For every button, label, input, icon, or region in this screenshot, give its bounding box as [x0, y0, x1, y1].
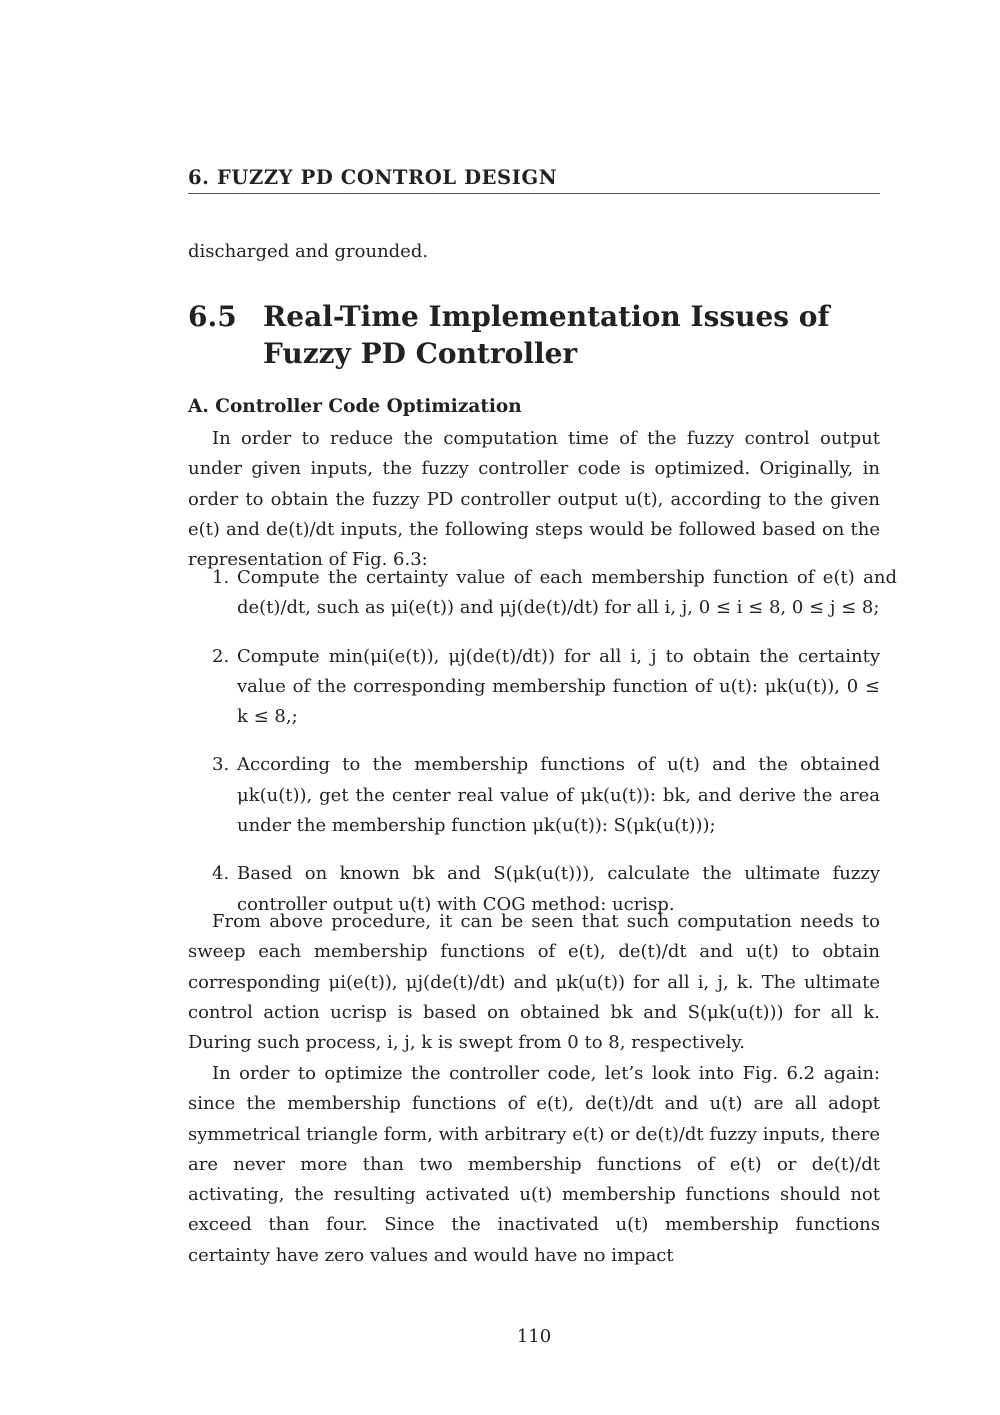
list-marker: 1. — [212, 567, 230, 588]
paragraph-optimization: In order to optimize the controller code, let’s look into Fig. 6.2 again: since the membership functions of e(t), de(t)/dt and u(t) are all adopt symmetrical triangle form, with arbitrary e(t) or de(t)/dt fuzzy inputs, there are never more than two membership functions of e(t) or de(t)/dt activating, the resulting activated u(t) membership functions should not exceed than four. Since the inactivated u(t) membership functions certainty have zero values and would have no impact — [188, 1063, 880, 1266]
list-item — [188, 750, 880, 841]
list-marker: 4. — [212, 863, 230, 885]
page-number: 110 — [516, 1326, 552, 1347]
list-item-text: Based on known bk and S(μk(u(t))), calculate the ultimate fuzzy controller output u(t) with COG method: ucrisp. — [237, 863, 880, 915]
list-item-text: Compute the certainty value of each membership function of e(t) and de(t)/dt, such as μi(e(t)) and μj(de(t)/dt) for all i, j, 0 ≤ i ≤ 8, 0 ≤ j ≤ 8; — [237, 567, 897, 619]
paragraph-continuation: discharged and grounded. — [188, 241, 429, 262]
section-heading — [188, 298, 880, 372]
list-item — [188, 642, 880, 733]
subsection-heading: A. Controller Code Optimization — [188, 396, 522, 417]
page — [188, 0, 897, 1415]
list-marker: 2. — [212, 645, 230, 667]
running-head: 6. FUZZY PD CONTROL DESIGN — [188, 166, 880, 194]
list-marker: 3. — [212, 754, 230, 776]
section-title: Real-Time Implementation Issues of Fuzzy PD Controller — [263, 300, 830, 370]
list-item-text: Compute min(μi(e(t)), μj(de(t)/dt)) for all i, j to obtain the certainty value of the corresponding membership function of u(t): μk(u(t)), 0 ≤ k ≤ 8,; — [237, 645, 880, 728]
paragraph-intro: In order to reduce the computation time of the fuzzy control output under given inputs, the fuzzy controller code is optimized. Originally, in order to obtain the fuzzy PD controller output u(t), according to the given e(t) and de(t)/dt inputs, the following steps would be followed based on the representation of Fig. 6.3: — [188, 428, 880, 571]
paragraph-procedure: From above procedure, it can be seen that such computation needs to sweep each membership functions of e(t), de(t)/dt and u(t) to obtain corresponding μi(e(t)), μj(de(t)/dt) and μk(u(t)) for all i, j, k. The ultimate control action ucrisp is based on obtained bk and S(μk(u(t))) for all k. During such process, i, j, k is swept from 0 to 8, respectively. — [188, 911, 880, 1054]
steps-list — [188, 563, 897, 938]
list-item — [188, 563, 897, 624]
list-item-text: According to the membership functions of u(t) and the obtained μk(u(t)), get the center real value of μk(u(t)): bk, and derive the area under the membership function μk(u(t)): S(μk(u(t))); — [237, 754, 880, 837]
section-number: 6.5 — [188, 300, 237, 333]
